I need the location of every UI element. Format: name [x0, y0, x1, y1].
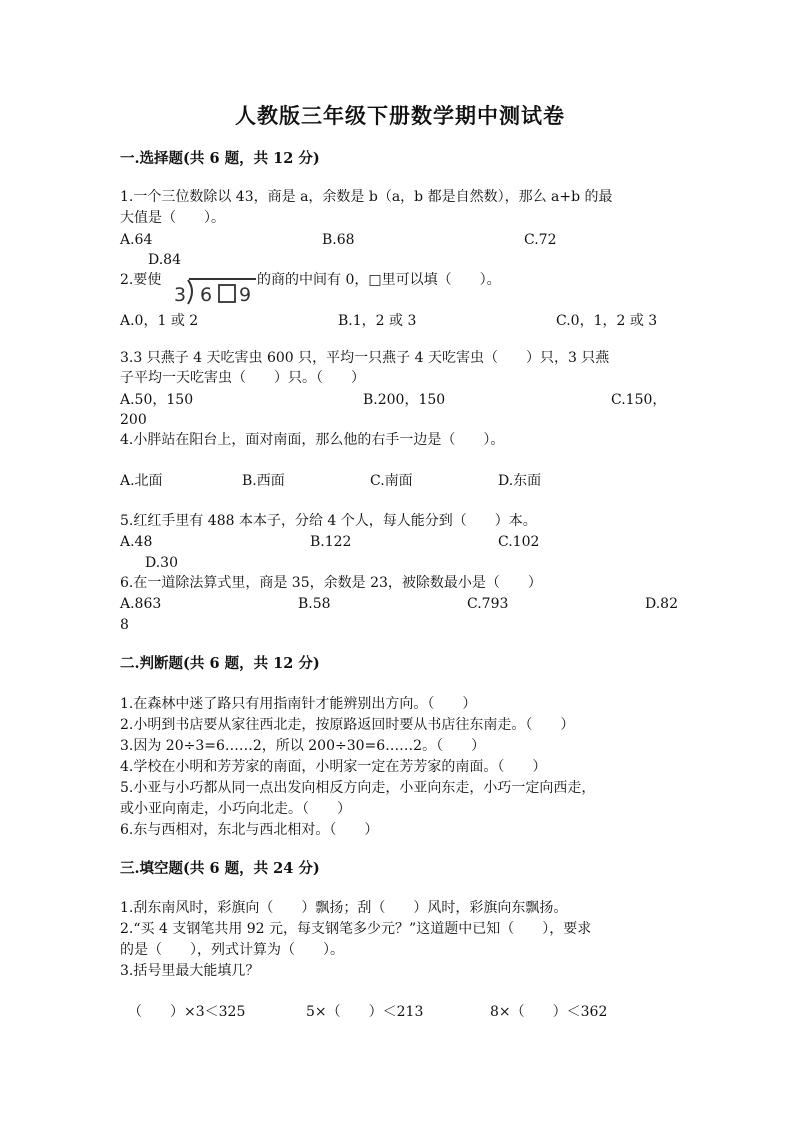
long-division-figure — [172, 274, 258, 306]
dividend-digit-2: 9 — [239, 284, 252, 306]
fill-line-3: 3.括号里最大能填几？ — [120, 963, 260, 979]
section-heading-judgement: 二.判断题(共 6 题，共 12 分) — [120, 655, 320, 672]
question-3-line-1: 3.3 只燕子 4 天吃害虫 600 只，平均一只燕子 4 天吃害虫（ ）只，3 只燕 — [120, 350, 610, 366]
option-c: C.南面 — [370, 473, 413, 489]
option-a: A.0，1 或 2 — [120, 313, 199, 329]
option-d: D.84 — [148, 252, 181, 268]
option-b: B.西面 — [242, 473, 285, 489]
question-2-suffix: 的商的中间有 0，□里可以填（ ）。 — [257, 272, 501, 288]
option-a: A.863 — [120, 596, 162, 612]
blank-box — [219, 285, 235, 302]
judgement-line-6: 6.东与西相对，东北与西北相对。（ ） — [120, 822, 379, 838]
option-a: A.50，150 — [120, 392, 194, 408]
fill-line-1: 1.刮东南风时，彩旗向（ ）飘扬；刮（ ）风时，彩旗向东飘扬。 — [120, 900, 568, 916]
option-d: D.82 — [645, 596, 678, 612]
option-a: A.48 — [120, 534, 153, 550]
option-b: B.200，150 — [363, 392, 446, 408]
option-a: A.北面 — [120, 473, 163, 489]
option-b: B.68 — [322, 232, 355, 248]
dividend-digit-1: 6 — [200, 284, 213, 306]
judgement-line-5-cont: 或小亚向南走，小巧向北走。（ ） — [120, 801, 351, 817]
judgement-line-3: 3.因为 20÷3=6……2，所以 200÷30=6……2。（ ） — [120, 738, 486, 754]
option-c: C.72 — [524, 232, 557, 248]
judgement-line-5: 5.小亚与小巧都从同一点出发向相反方向走，小亚向东走，小巧一定向西走， — [120, 780, 596, 796]
fill-blank-1: （ ）×3＜325 — [128, 1004, 246, 1020]
question-4: 4.小胖站在阳台上，面对南面，那么他的右手一边是（ ）。 — [120, 432, 505, 448]
option-c-wrap: 200 — [120, 412, 147, 428]
option-d-wrap: 8 — [120, 617, 129, 633]
question-1-line-2: 大值是（ ）。 — [120, 210, 225, 226]
section-heading-fill: 三.填空题(共 6 题，共 24 分) — [120, 860, 320, 877]
option-d: D.东面 — [498, 473, 542, 489]
question-3-line-2: 子平均一天吃害虫（ ）只。（ ） — [120, 370, 365, 386]
fill-blank-3: 8×（ ）＜362 — [490, 1004, 608, 1020]
option-c: C.150， — [611, 392, 667, 408]
judgement-line-1: 1.在森林中迷了路只有用指南针才能辨别出方向。（ ） — [120, 696, 477, 712]
option-b: B.1，2 或 3 — [338, 313, 417, 329]
question-5: 5.红红手里有 488 本本子，分给 4 个人，每人能分到（ ）本。 — [120, 513, 537, 529]
section-heading-choice: 一.选择题(共 6 题，共 12 分) — [120, 150, 320, 167]
question-2-prefix: 2.要使 — [120, 272, 162, 288]
fill-line-2: 2.“买 4 支钢笔共用 92 元，每支钢笔多少元？”这道题中已知（ ），要求 — [120, 921, 592, 937]
judgement-line-4: 4.学校在小明和芳芳家的南面，小明家一定在芳芳家的南面。（ ） — [120, 759, 547, 775]
option-c: C.0，1，2 或 3 — [556, 313, 658, 329]
option-d: D.30 — [145, 555, 178, 571]
option-b: B.58 — [298, 596, 331, 612]
divisor: 3 — [174, 284, 187, 306]
fill-blank-2: 5×（ ）＜213 — [306, 1004, 424, 1020]
question-6: 6.在一道除法算式里，商是 35，余数是 23，被除数最小是（ ） — [120, 575, 542, 591]
question-1-line-1: 1.一个三位数除以 43，商是 a，余数是 b（a，b 都是自然数），那么 a+b 的最 — [120, 189, 613, 205]
judgement-line-2: 2.小明到书店要从家往西北走，按原路返回时要从书店往东南走。（ ） — [120, 717, 575, 733]
option-c: C.102 — [498, 534, 540, 550]
fill-line-2-cont: 的是（ ），列式计算为（ ）。 — [120, 942, 344, 958]
option-a: A.64 — [120, 232, 153, 248]
page-title: 人教版三年级下册数学期中测试卷 — [235, 103, 565, 128]
option-b: B.122 — [310, 534, 352, 550]
option-c: C.793 — [467, 596, 509, 612]
